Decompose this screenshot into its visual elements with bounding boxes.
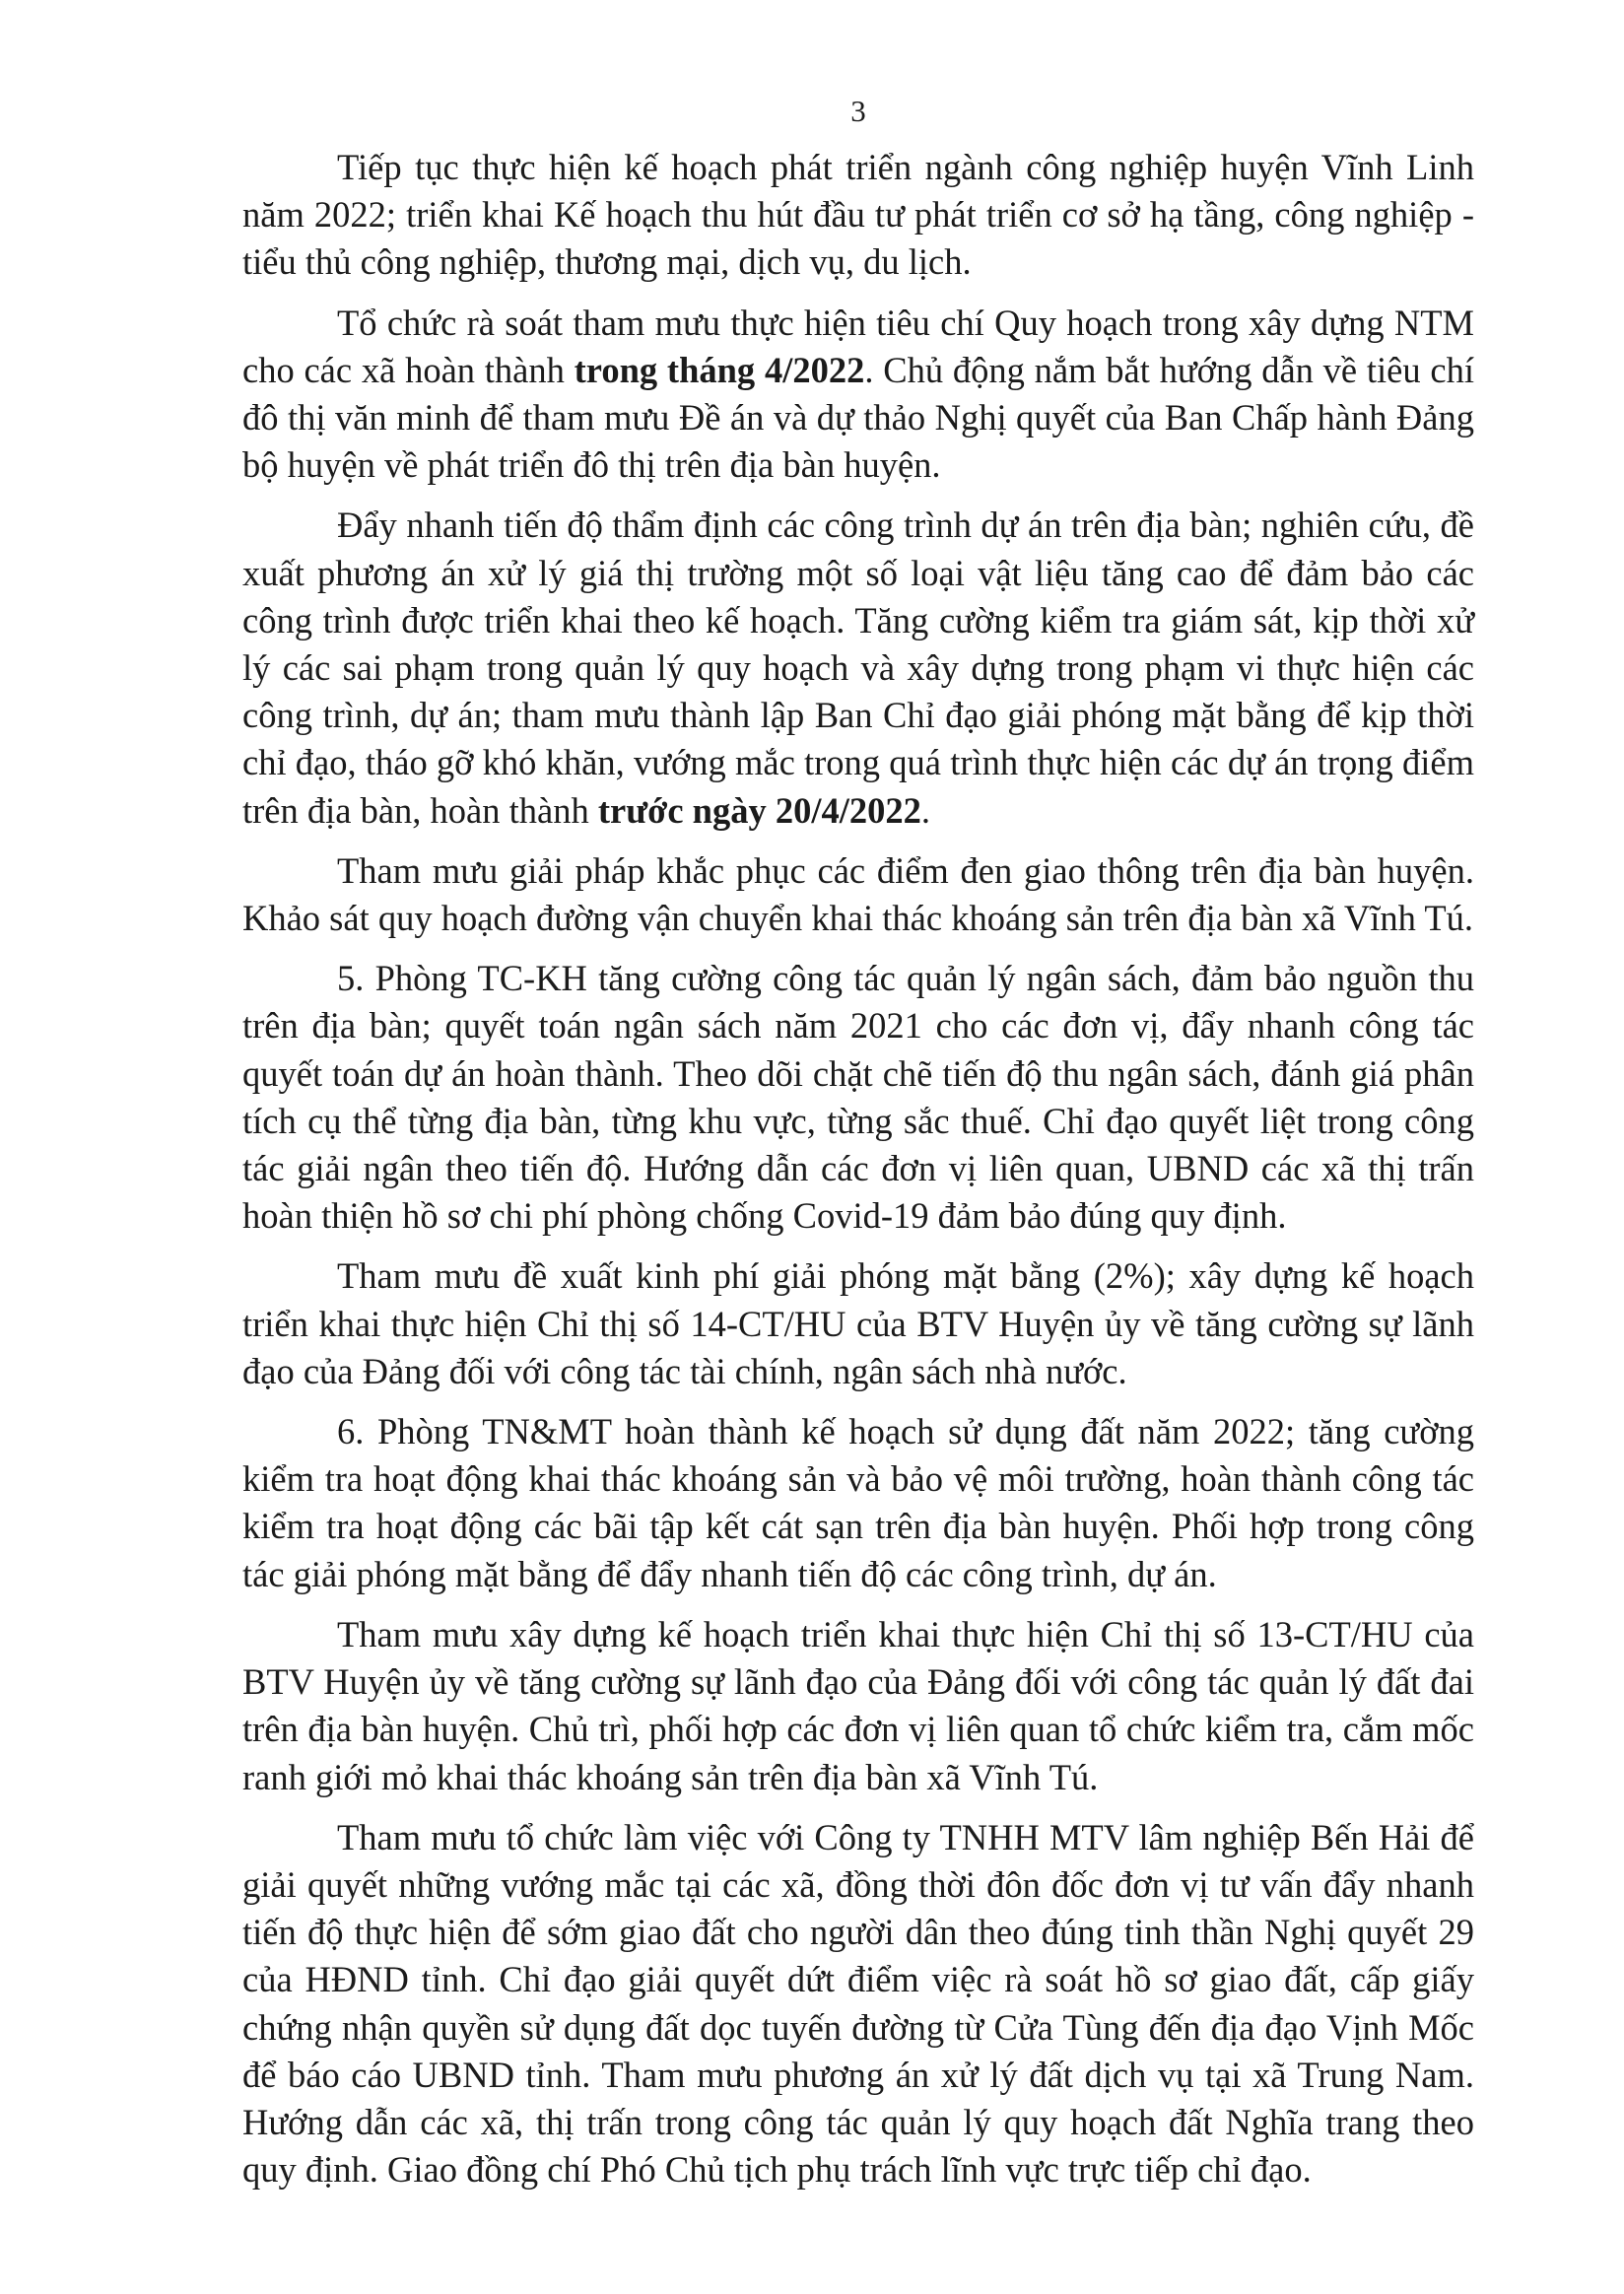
paragraph [242,847,1474,942]
text-run: Tham mưu tổ chức làm việc với Công ty TNHH MTV lâm nghiệp Bến Hải để giải quyết những vướng mắc tại các xã, đồng thời đôn đốc đơn vị tư vấn đẩy nhanh tiến độ thực hiện để sớm giao đất cho người dân theo đúng tinh thần Nghị quyết 29 của HĐND tỉnh. Chỉ đạo giải quyết dứt điểm việc rà soát hồ sơ giao đất, cấp giấy chứng nhận quyền sử dụng đất dọc tuyến đường từ Cửa Tùng đến địa đạo Vịnh Mốc để báo cáo UBND tỉnh. Tham mưu phương án xử lý đất dịch vụ tại xã Trung Nam. Hướng dẫn các xã, thị trấn trong công tác quản lý quy hoạch đất Nghĩa trang theo quy định. Giao đồng chí Phó Chủ tịch phụ trách lĩnh vực trực tiếp chỉ đạo. [242,1816,1474,2191]
text-run: Tham mưu xây dựng kế hoạch triển khai thực hiện Chỉ thị số 13-CT/HU của BTV Huyện ủy về tăng cường sự lãnh đạo của Đảng đối với công tác quản lý đất đai trên địa bàn huyện. Chủ trì, phối hợp các đơn vị liên quan tổ chức kiểm tra, cắm mốc ranh giới mỏ khai thác khoáng sản trên địa bàn xã Vĩnh Tú. [242,1613,1474,1797]
bold-text: trong tháng 4/2022 [574,349,865,390]
document-body [242,144,1474,2193]
text-run: Tiếp tục thực hiện kế hoạch phát triển ngành công nghiệp huyện Vĩnh Linh năm 2022; triển khai Kế hoạch thu hút đầu tư phát triển cơ sở hạ tầng, công nghiệp - tiểu thủ công nghiệp, thương mại, dịch vụ, du lịch. [242,147,1474,283]
paragraph [242,300,1474,490]
paragraph [242,1814,1474,2194]
text-run: 5. Phòng TC-KH tăng cường công tác quản lý ngân sách, đảm bảo nguồn thu trên địa bàn; quyết toán ngân sách năm 2021 cho các đơn vị, đẩy nhanh công tác quyết toán dự án hoàn thành. Theo dõi chặt chẽ tiến độ thu ngân sách, đánh giá phân tích cụ thể từng địa bàn, từng khu vực, từng sắc thuế. Chỉ đạo quyết liệt trong công tác giải ngân theo tiến độ. Hướng dẫn các đơn vị liên quan, UBND các xã thị trấn hoàn thiện hồ sơ chi phí phòng chống Covid-19 đảm bảo đúng quy định. [242,958,1474,1237]
paragraph [242,502,1474,834]
paragraph [242,1408,1474,1598]
text-run: Tổ chức rà soát tham mưu thực hiện tiêu chí Quy hoạch trong xây dựng NTM cho các xã hoàn thành [242,302,1474,390]
text-run: 6. Phòng TN&MT hoàn thành kế hoạch sử dụng đất năm 2022; tăng cường kiểm tra hoạt động khai thác khoáng sản và bảo vệ môi trường, hoàn thành công tác kiểm tra hoạt động các bãi tập kết cát sạn trên địa bàn huyện. Phối hợp trong công tác giải phóng mặt bằng để đẩy nhanh tiến độ các công trình, dự án. [242,1411,1474,1594]
bold-text: trước ngày 20/4/2022 [597,789,921,831]
paragraph [242,1611,1474,1801]
text-run: Tham mưu đề xuất kinh phí giải phóng mặt bằng (2%); xây dựng kế hoạch triển khai thực hiện Chỉ thị số 14-CT/HU của BTV Huyện ủy về tăng cường sự lãnh đạo của Đảng đối với công tác tài chính, ngân sách nhà nước. [242,1255,1474,1391]
paragraph [242,1252,1474,1395]
text-run: Tham mưu giải pháp khắc phục các điểm đen giao thông trên địa bàn huyện. Khảo sát quy hoạch đường vận chuyển khai thác khoáng sản trên địa bàn xã Vĩnh Tú. [242,849,1474,939]
page-number: 3 [850,94,866,128]
text-run: Đẩy nhanh tiến độ thẩm định các công trình dự án trên địa bàn; nghiên cứu, đề xuất phương án xử lý giá thị trường một số loại vật liệu tăng cao để đảm bảo các công trình được triển khai theo kế hoạch. Tăng cường kiểm tra giám sát, kịp thời xử lý các sai phạm trong quản lý quy hoạch và xây dựng trong phạm vi thực hiện các công trình, dự án; tham mưu thành lập Ban Chỉ đạo giải phóng mặt bằng để kịp thời chỉ đạo, tháo gỡ khó khăn, vướng mắc trong quá trình thực hiện các dự án trọng điểm trên địa bàn, hoàn thành [242,505,1474,831]
text-run: . [920,789,930,831]
paragraph [242,955,1474,1240]
text-run: . Chủ động nắm bắt hướng dẫn về tiêu chí đô thị văn minh để tham mưu Đề án và dự thảo Nghị quyết của Ban Chấp hành Đảng bộ huyện về phát triển đô thị trên địa bàn huyện. [242,349,1474,486]
paragraph [242,144,1474,287]
